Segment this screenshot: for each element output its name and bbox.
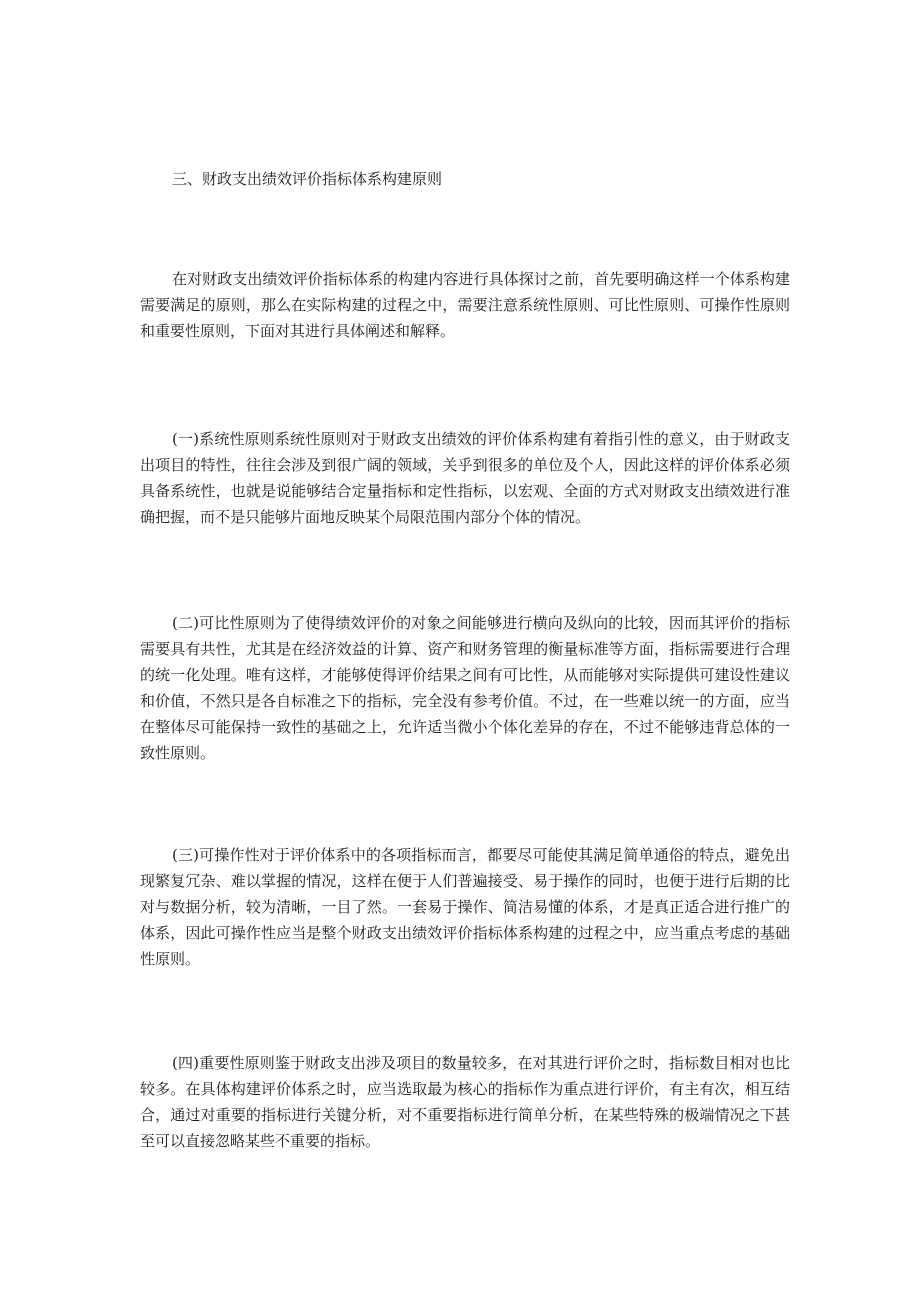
section-heading: 三、财政支出绩效评价指标体系构建原则: [172, 170, 443, 188]
paragraph-intro: 在对财政支出绩效评价指标体系的构建内容进行具体探讨之前，首先要明确这样一个体系构建需要满足的原则，那么在实际构建的过程之中，需要注意系统性原则、可比性原则、可操作性原则和重要性原则，下面对其进行具体阐述和解释。: [140, 270, 790, 340]
paragraph-systematic-principle: (一)系统性原则系统性原则对于财政支出绩效的评价体系构建有着指引性的意义，由于财政支出项目的特性，往往会涉及到很广阔的领域，关乎到很多的单位及个人，因此这样的评价体系必须具备系统性，也就是说能够结合定量指标和定性指标，以宏观、全面的方式对财政支出绩效进行准确把握，而不是只能够片面地反映某个局限范围内部分个体的情况。: [140, 430, 790, 526]
paragraph-importance-principle: (四)重要性原则鉴于财政支出涉及项目的数量较多，在对其进行评价之时，指标数目相对也比较多。在具体构建评价体系之时，应当选取最为核心的指标作为重点进行评价，有主有次，相互结合，通过对重要的指标进行关键分析，对不重要指标进行简单分析，在某些特殊的极端情况之下甚至可以直接忽略某些不重要的指标。: [140, 1054, 790, 1150]
paragraph-comparability-principle: (二)可比性原则为了使得绩效评价的对象之间能够进行横向及纵向的比较，因而其评价的指标需要具有共性，尤其是在经济效益的计算、资产和财务管理的衡量标准等方面，指标需要进行合理的统一化处理。唯有这样，才能够使得评价结果之间有可比性，从而能够对实际提供可建设性建议和价值，不然只是各自标准之下的指标，完全没有参考价值。不过，在一些难以统一的方面，应当在整体尽可能保持一致性的基础之上，允许适当微小个体化差异的存在，不过不能够违背总体的一致性原则。: [140, 614, 790, 762]
paragraph-operability-principle: (三)可操作性对于评价体系中的各项指标而言，都要尽可能使其满足简单通俗的特点，避免出现繁复冗杂、难以掌握的情况，这样在便于人们普遍接受、易于操作的同时，也便于进行后期的比对与数据分析，较为清晰，一目了然。一套易于操作、简洁易懂的体系，才是真正适合进行推广的体系，因此可操作性应当是整个财政支出绩效评价指标体系构建的过程之中，应当重点考虑的基础性原则。: [140, 846, 790, 968]
